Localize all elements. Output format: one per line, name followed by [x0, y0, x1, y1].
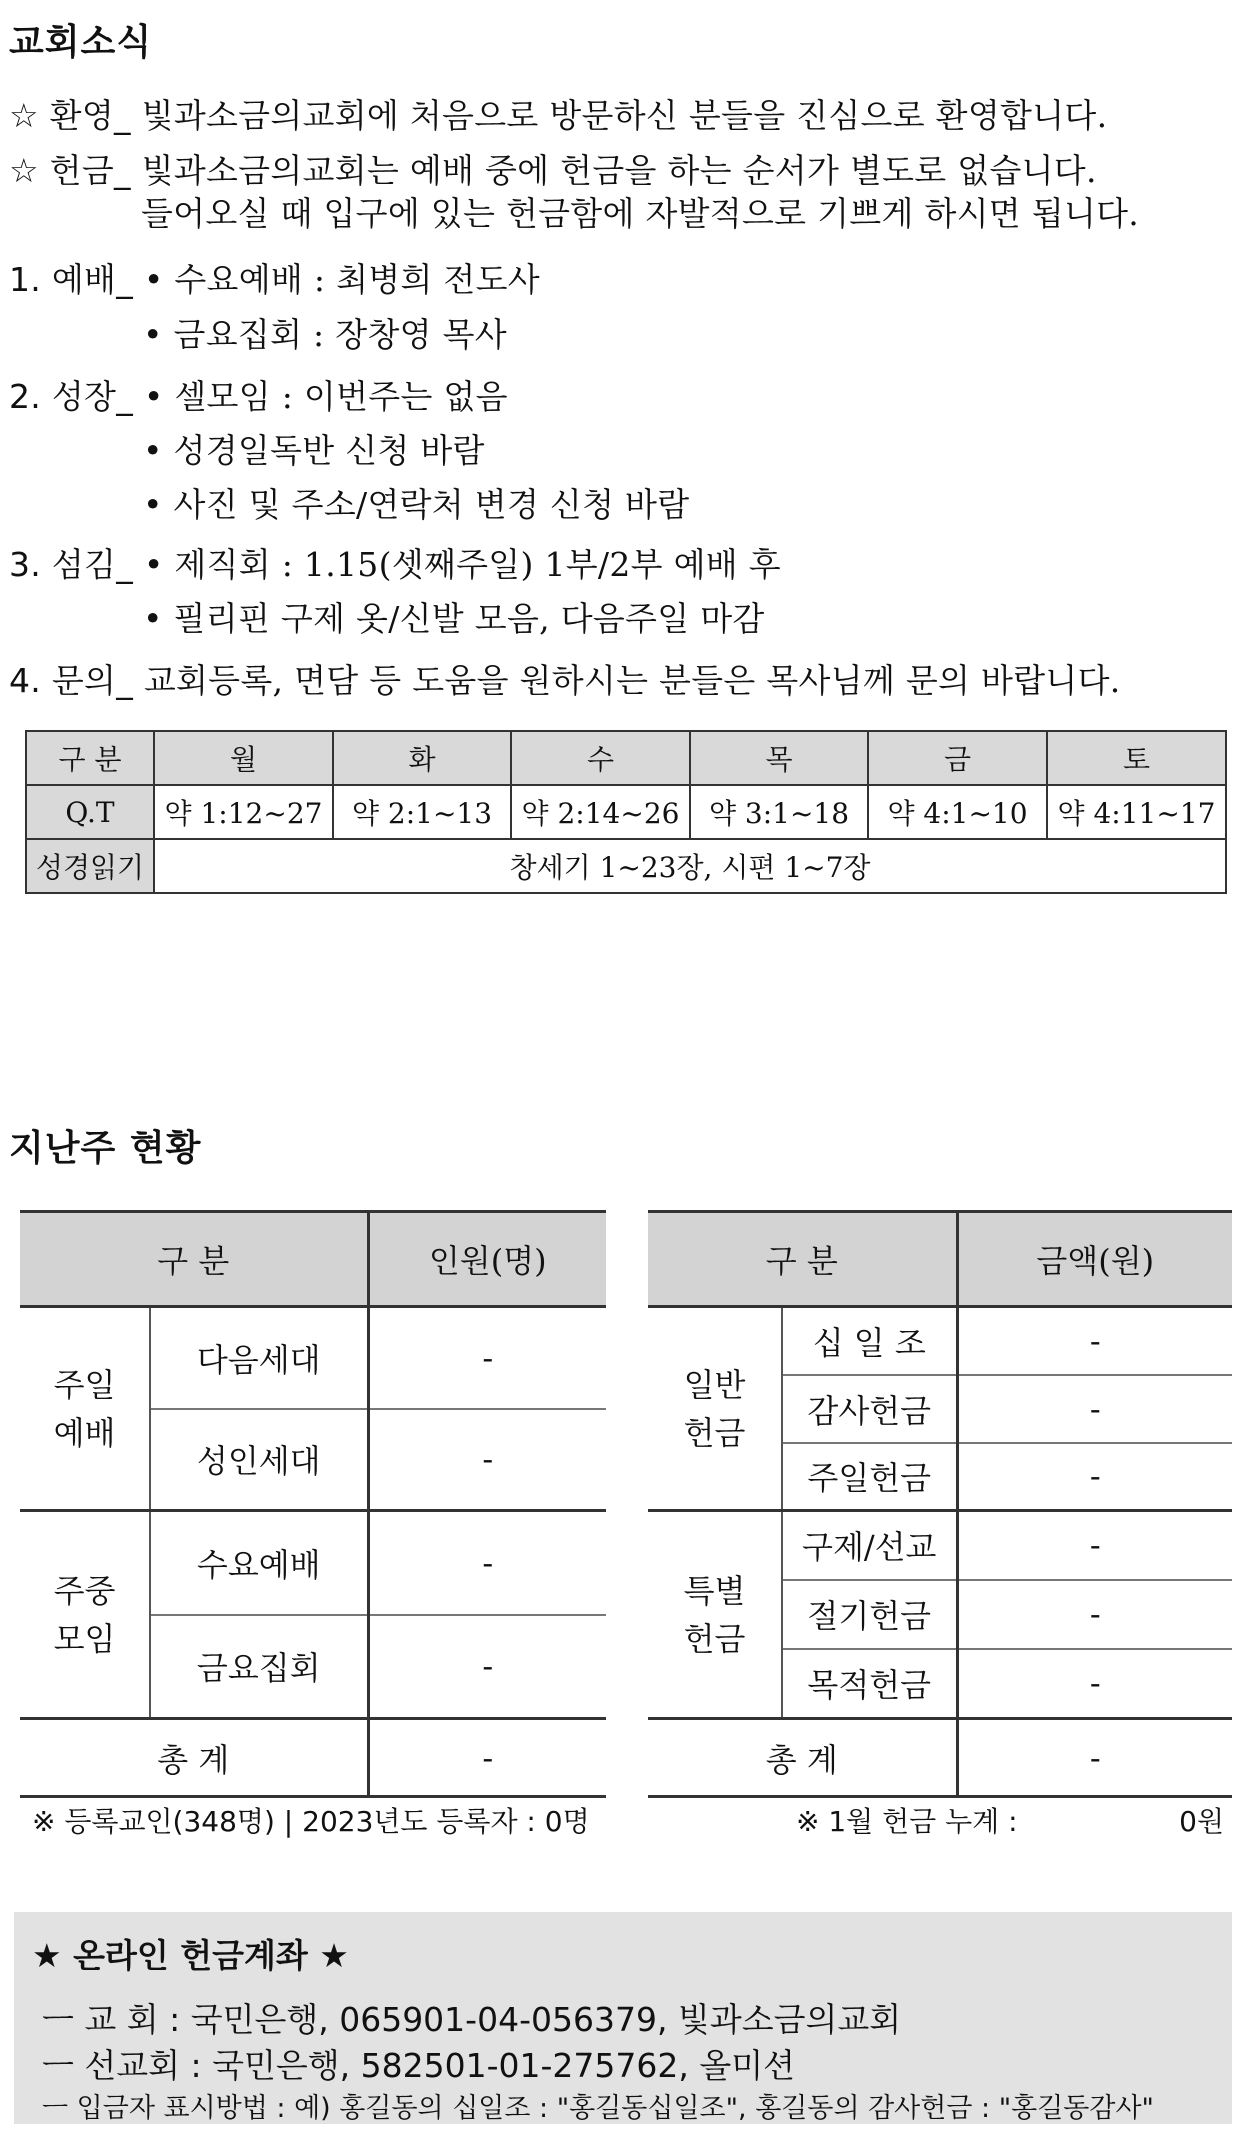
notice-serve-line-1: • 제직회 : 1.15(셋째주일) 1부/2부 예배 후 — [143, 545, 781, 584]
schedule-qt-wed: 약 2:14~26 — [511, 785, 690, 839]
offering-total-value: - — [957, 1719, 1232, 1797]
attendance-group-sunday-line-2: 예배 — [53, 1413, 116, 1452]
offering-total-row — [648, 1719, 1232, 1797]
offering-label: ☆ 헌금_ — [9, 151, 131, 190]
reading-schedule-table — [25, 730, 1227, 894]
offering-line — [9, 145, 1097, 192]
notice-serve — [9, 539, 781, 586]
attendance-row-value: - — [482, 1647, 494, 1686]
notice-inquiry-line-1: 교회등록, 면담 등 도움을 원하시는 분들은 목사님께 문의 바랍니다. — [143, 661, 1121, 700]
schedule-qt-thu: 약 3:1~18 — [690, 785, 868, 839]
attendance-group-weekday-line-1: 주중 — [53, 1571, 116, 1610]
offering-note-label: ※ 1월 헌금 누계 : — [796, 1805, 1018, 1838]
attendance-header-category: 구 분 — [20, 1212, 368, 1307]
notice-growth-line-2: • 성경일독반 신청 바람 — [143, 431, 485, 470]
schedule-header-fri: 금 — [868, 731, 1047, 785]
attendance-row-value: - — [368, 1511, 606, 1615]
table-row — [20, 1307, 606, 1409]
notice-serve-line-2: • 필리핀 구제 옷/신발 모음, 다음주일 마감 — [143, 599, 765, 638]
table-row — [648, 1511, 1232, 1580]
offering-group-special-line-1: 특별 — [683, 1571, 746, 1610]
notice-worship-label: 1. 예배_ — [9, 260, 134, 299]
offering-row-value: - — [957, 1580, 1232, 1649]
notice-growth-label: 2. 성장_ — [9, 377, 134, 416]
offering-header-value: 금액(원) — [957, 1212, 1232, 1307]
attendance-row-label: 수요예배 — [150, 1511, 368, 1615]
section-title-last-week: 지난주 현황 — [9, 1128, 202, 1169]
notice-growth-line-3: • 사진 및 주소/연락처 변경 신청 바람 — [143, 485, 690, 524]
schedule-qt-mon: 약 1:12~27 — [154, 785, 333, 839]
notice-worship — [9, 254, 540, 301]
attendance-table — [20, 1210, 606, 1798]
welcome-line — [9, 90, 1107, 137]
attendance-group-sunday-line-1: 주일 — [53, 1365, 116, 1404]
attendance-group-weekday — [20, 1511, 150, 1719]
offering-header-row — [648, 1212, 1232, 1307]
attendance-row-label: 금요집회 — [150, 1615, 368, 1719]
schedule-qt-label: Q.T — [26, 785, 154, 839]
attendance-row-label: 성인세대 — [150, 1409, 368, 1511]
notice-growth-line-1: • 셀모임 : 이번주는 없음 — [143, 377, 508, 416]
offering-row-label: 감사헌금 — [782, 1375, 957, 1443]
attendance-total-value: - — [368, 1719, 606, 1797]
offering-total-label: 총 계 — [648, 1719, 957, 1797]
offering-row-value: - — [957, 1511, 1232, 1580]
table-row — [20, 1511, 606, 1615]
schedule-header-tue: 화 — [333, 731, 511, 785]
attendance-row-value: - — [482, 1440, 494, 1479]
schedule-header-mon: 월 — [154, 731, 333, 785]
offering-table — [648, 1210, 1232, 1798]
attendance-total-label: 총 계 — [20, 1719, 368, 1797]
offering-group-general-line-2: 헌금 — [683, 1413, 746, 1452]
attendance-row-value: - — [368, 1307, 606, 1409]
offering-row-value: - — [957, 1375, 1232, 1443]
schedule-qt-tue: 약 2:1~13 — [333, 785, 511, 839]
offering-group-general-line-1: 일반 — [683, 1365, 746, 1404]
attendance-header-value: 인원(명) — [368, 1212, 606, 1307]
welcome-text: 빛과소금의교회에 처음으로 방문하신 분들을 진심으로 환영합니다. — [141, 96, 1108, 135]
online-account-mission: ㅡ 선교회 : 국민은행, 582501-01-275762, 올미션 — [42, 2046, 795, 2085]
offering-row-value: - — [1089, 1664, 1101, 1703]
section-title-news: 교회소식 — [9, 22, 153, 63]
offering-group-special — [648, 1511, 782, 1719]
schedule-header-wed: 수 — [511, 731, 690, 785]
welcome-label: ☆ 환영_ — [9, 96, 131, 135]
offering-row-value: - — [1089, 1457, 1101, 1496]
online-account-church: ㅡ 교 회 : 국민은행, 065901-04-056379, 빛과소금의교회 — [42, 2000, 902, 2039]
offering-row-label: 주일헌금 — [782, 1443, 957, 1511]
schedule-header-sat: 토 — [1047, 731, 1226, 785]
attendance-total-row — [20, 1719, 606, 1797]
schedule-reading-label: 성경읽기 — [26, 839, 154, 893]
notice-worship-line-2: • 금요집회 : 장창영 목사 — [143, 315, 507, 354]
schedule-header-thu: 목 — [690, 731, 868, 785]
notice-inquiry — [9, 655, 1121, 702]
offering-row-label: 목적헌금 — [782, 1649, 957, 1719]
attendance-row-label: 다음세대 — [150, 1307, 368, 1409]
attendance-note: ※ 등록교인(348명) | 2023년도 등록자 : 0명 — [32, 1805, 590, 1838]
schedule-header-category: 구 분 — [26, 731, 154, 785]
notice-worship-line-1: • 수요예배 : 최병희 전도사 — [143, 260, 540, 299]
schedule-reading-value: 창세기 1~23장, 시편 1~7장 — [154, 839, 1226, 893]
attendance-group-weekday-line-2: 모임 — [53, 1619, 116, 1658]
attendance-group-sunday — [20, 1307, 150, 1511]
schedule-header-row — [26, 731, 1226, 785]
schedule-qt-row — [26, 785, 1226, 839]
offering-note-value: 0원 — [1179, 1805, 1224, 1838]
online-offering-box — [14, 1912, 1232, 2124]
offering-row-label: 구제/선교 — [782, 1511, 957, 1580]
schedule-reading-row — [26, 839, 1226, 893]
schedule-qt-fri: 약 4:1~10 — [868, 785, 1047, 839]
offering-text-2: 들어오실 때 입구에 있는 헌금함에 자발적으로 기쁘게 하시면 됩니다. — [141, 194, 1140, 233]
online-deposit-guide: ㅡ 입금자 표시방법 : 예) 홍길동의 십일조 : "홍길동십일조", 홍길동의 감사헌금 : "홍길동감사" — [42, 2093, 1154, 2124]
offering-row-label: 십 일 조 — [782, 1307, 957, 1375]
notice-serve-label: 3. 섬김_ — [9, 545, 134, 584]
notice-inquiry-label: 4. 문의_ — [9, 661, 134, 700]
offering-row-label: 절기헌금 — [782, 1580, 957, 1649]
offering-text-1: 빛과소금의교회는 예배 중에 헌금을 하는 순서가 별도로 없습니다. — [141, 151, 1097, 190]
offering-row-value: - — [957, 1307, 1232, 1375]
offering-header-category: 구 분 — [648, 1212, 957, 1307]
notice-growth — [9, 371, 508, 418]
schedule-qt-sat: 약 4:11~17 — [1047, 785, 1226, 839]
offering-group-special-line-2: 헌금 — [683, 1619, 746, 1658]
table-row — [648, 1307, 1232, 1375]
offering-group-general — [648, 1307, 782, 1511]
online-offering-title: ★ 온라인 헌금계좌 ★ — [32, 1936, 349, 1975]
attendance-header-row — [20, 1212, 606, 1307]
